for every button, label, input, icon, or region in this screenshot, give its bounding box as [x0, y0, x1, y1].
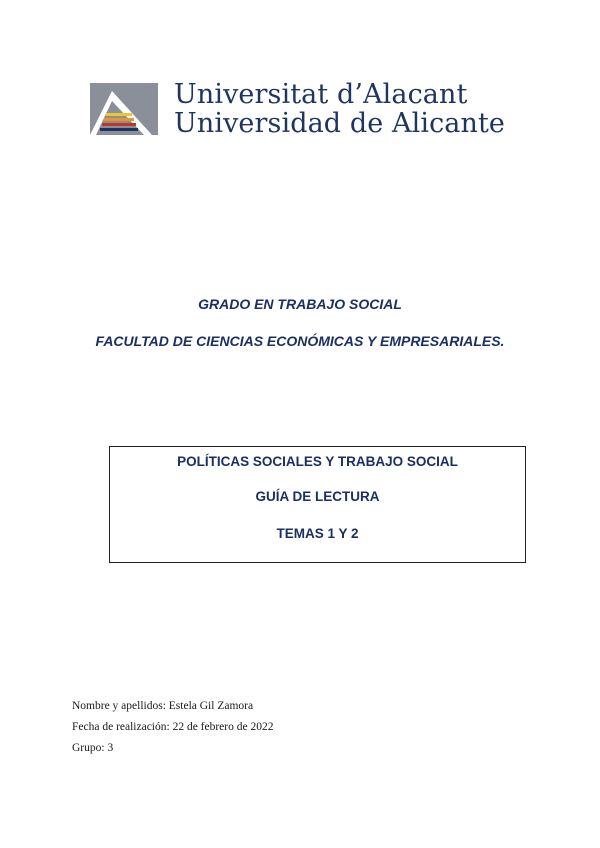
subject-box — [109, 446, 526, 563]
subject-title: POLÍTICAS SOCIALES Y TRABAJO SOCIAL — [177, 454, 458, 469]
faculty-title: FACULTAD DE CIENCIAS ECONÓMICAS Y EMPRESARIALES. — [95, 333, 505, 349]
group-number: Grupo: 3 — [72, 742, 114, 754]
logo-line-spanish: Universidad de Alicante — [174, 108, 506, 139]
document-type: GUÍA DE LECTURA — [255, 489, 380, 504]
degree-title: GRADO EN TRABAJO SOCIAL — [198, 296, 402, 312]
university-logo — [90, 80, 510, 140]
university-emblem-icon — [90, 83, 158, 135]
logo-line-catalan: Universitat d’Alacant — [174, 79, 468, 110]
logo-wordmark — [174, 80, 505, 138]
submission-date: Fecha de realización: 22 de febrero de 2022 — [72, 721, 274, 733]
topics: TEMAS 1 Y 2 — [276, 526, 359, 541]
student-name: Nombre y apellidos: Estela Gil Zamora — [72, 700, 254, 712]
